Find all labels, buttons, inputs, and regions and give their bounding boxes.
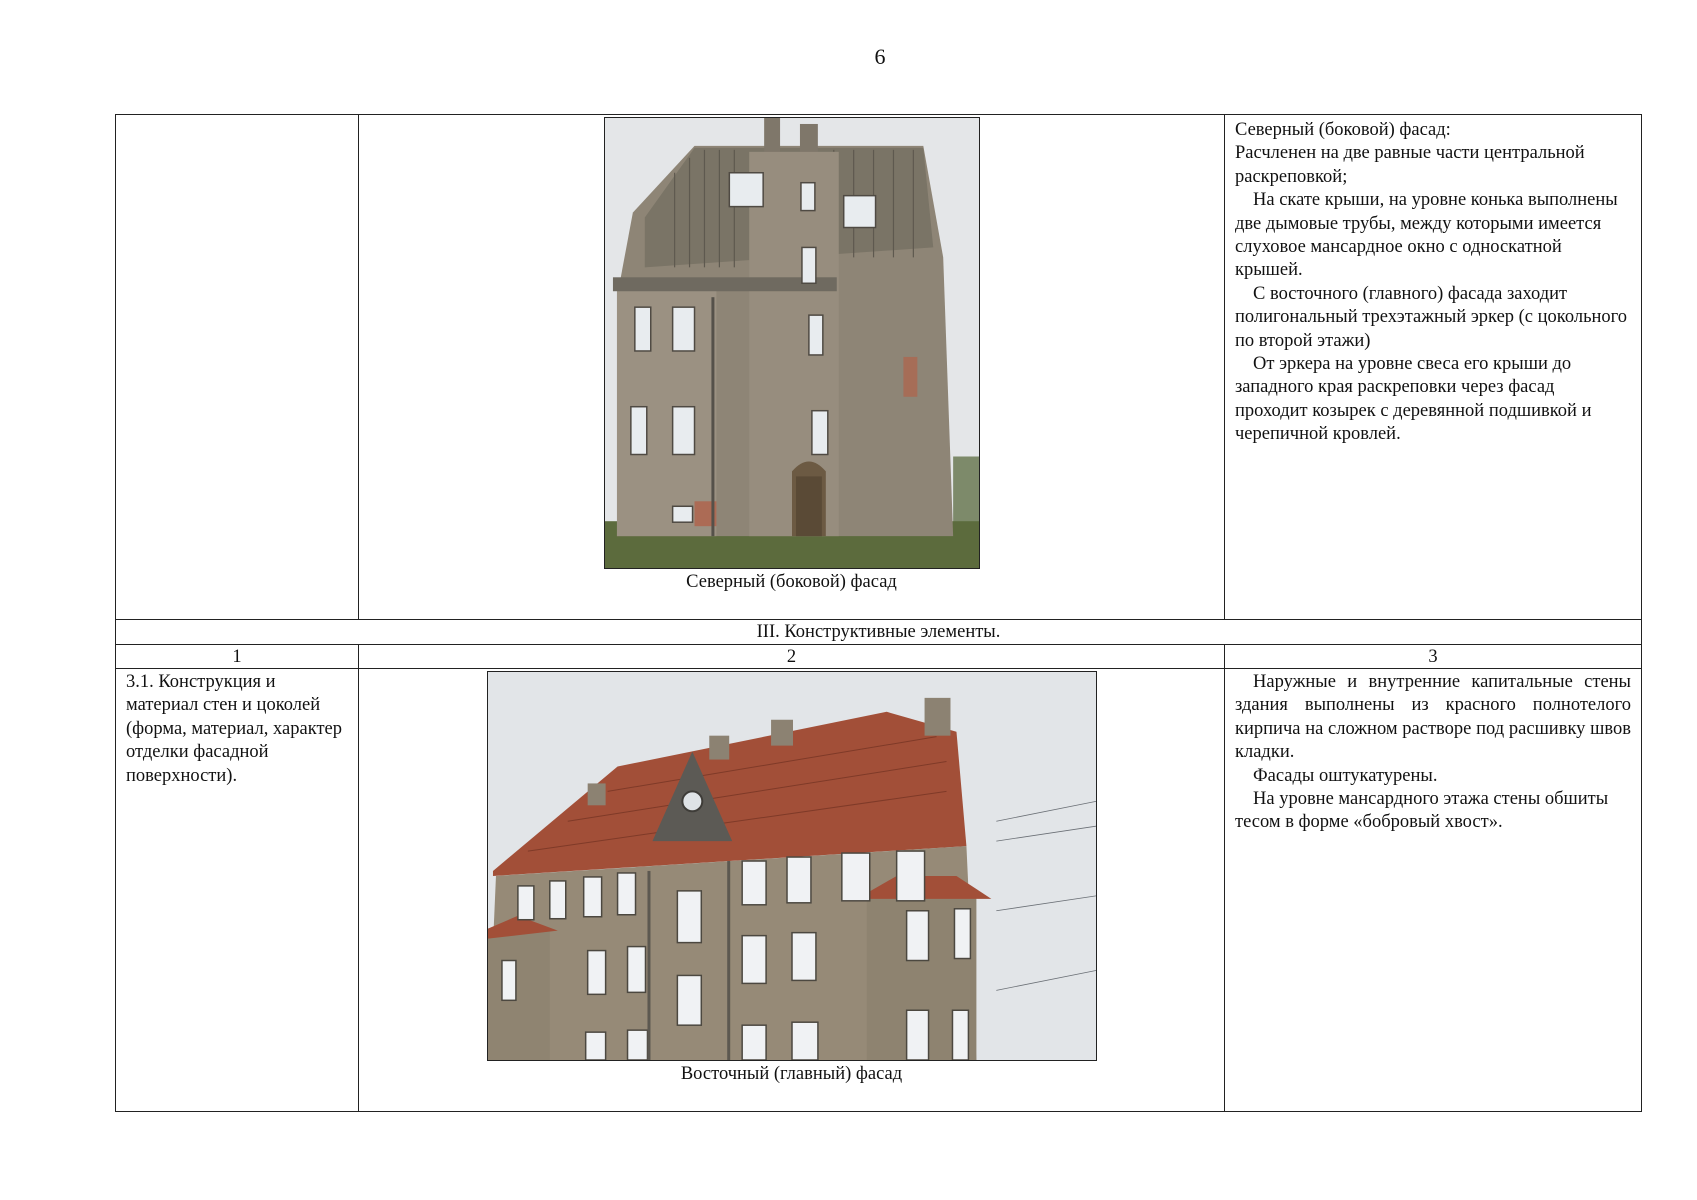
north-facade-caption: Северный (боковой) фасад bbox=[686, 572, 897, 592]
north-facade-photo-cell bbox=[359, 115, 1225, 620]
east-facade-photo bbox=[487, 671, 1097, 1061]
description-line: От эркера на уровне свеса его крыши до западного края раскреповки через фасад проходит козырек с деревянной подшивкой и черепичной кровлей. bbox=[1235, 354, 1592, 445]
table-row-column-numbers bbox=[116, 645, 1642, 669]
north-facade-description bbox=[1225, 115, 1642, 620]
east-facade-photo-cell bbox=[359, 669, 1225, 1112]
description-line: Расчленен на две равные части центральной раскреповкой; bbox=[1235, 143, 1585, 187]
empty-name-cell bbox=[116, 115, 359, 620]
description-line: На скате крыши, на уровне конька выполнены две дымовые трубы, между которыми имеется слуховое мансардное окно с односкатной крышей. bbox=[1235, 190, 1618, 281]
north-facade-building-image bbox=[605, 118, 979, 568]
table-row-north-facade bbox=[116, 115, 1642, 620]
description-line: С восточного (главного) фасада заходит полигональный трехэтажный эркер (с цокольного по второй этажи) bbox=[1235, 283, 1628, 351]
description-line: Фасады оштукатурены. bbox=[1253, 765, 1438, 786]
section-title: III. Конструктивные элементы. bbox=[116, 620, 1642, 645]
table-row-section-header bbox=[116, 620, 1642, 645]
page-number: 6 bbox=[874, 44, 886, 69]
east-facade-building-image bbox=[488, 672, 1096, 1060]
column-number: 3 bbox=[1225, 645, 1642, 669]
element-name-cell: 3.1. Конструкция и материал стен и цоколей (форма, материал, характер отделки фасадной поверхности). bbox=[116, 669, 359, 1112]
description-line: Северный (боковой) фасад: bbox=[1235, 120, 1451, 140]
passport-table bbox=[115, 114, 1642, 1112]
east-facade-caption: Восточный (главный) фасад bbox=[680, 1064, 903, 1084]
description-line: Наружные и внутренние капитальные стены здания выполнены из красного полнотелого кирпича на сложном растворе под расшивку швов кладки. bbox=[1235, 672, 1631, 763]
walls-description bbox=[1225, 669, 1642, 1112]
north-facade-photo bbox=[604, 117, 980, 569]
column-number: 1 bbox=[116, 645, 359, 669]
column-number: 2 bbox=[359, 645, 1225, 669]
description-line: На уровне мансардного этажа стены обшиты тесом в форме «бобровый хвост». bbox=[1235, 789, 1609, 833]
table-row-walls bbox=[116, 669, 1642, 1112]
